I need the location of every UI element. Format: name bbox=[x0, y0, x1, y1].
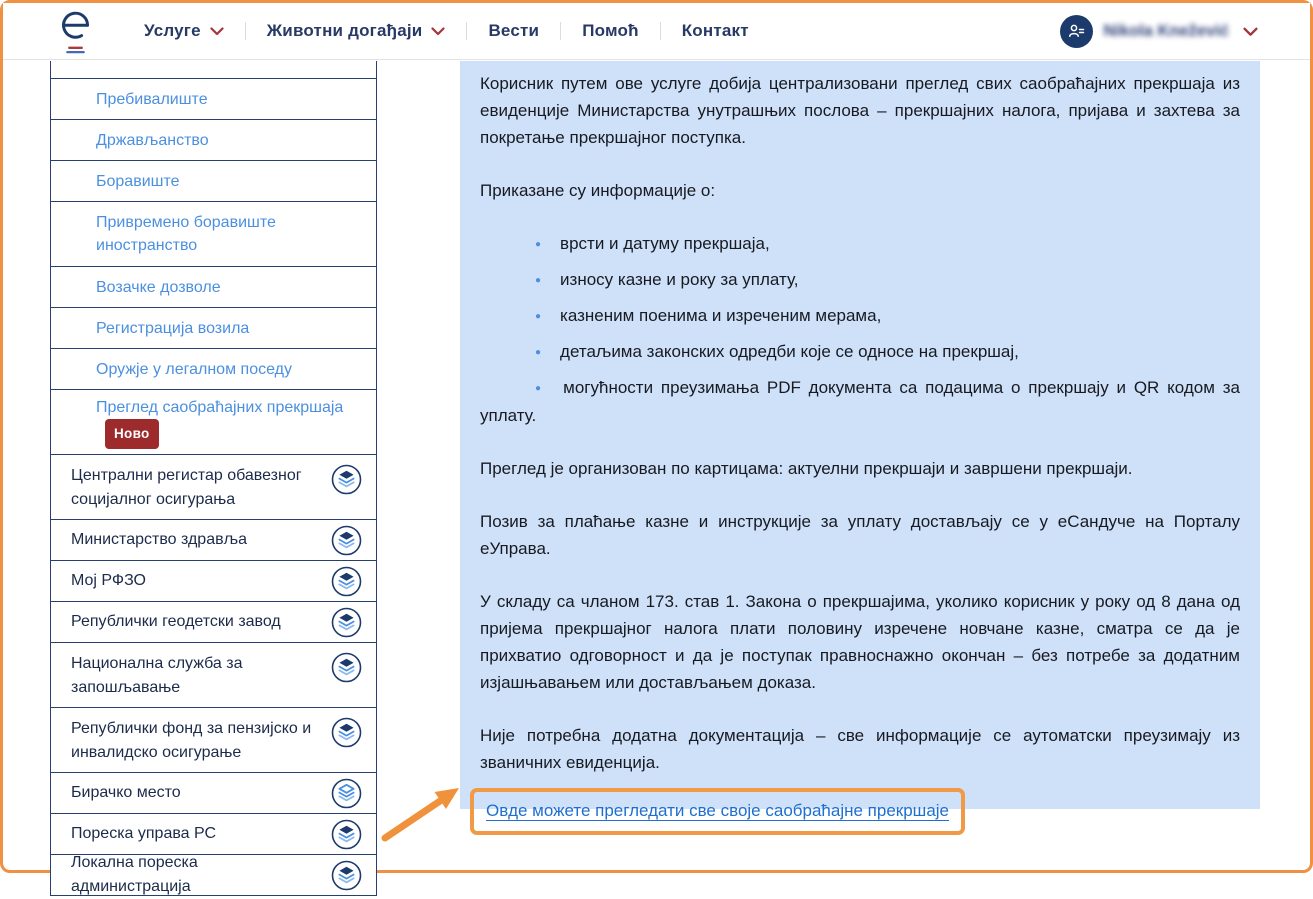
sidebar-item-local-tax-administration[interactable]: Локална пореска администрација bbox=[51, 855, 376, 896]
nav-item-label: Вести bbox=[488, 21, 540, 40]
nav-item-label: Помоћ bbox=[582, 21, 639, 40]
description-paragraph: Корисник путем ове услуге добија централизовани преглед свих саобраћајних прекршаја из евиденције Министарства унутрашњих послова – прекршајних налога, пријава и захтева за покретање прекршајног поступка. bbox=[480, 74, 1240, 147]
service-description-panel bbox=[460, 61, 1260, 820]
layers-icon bbox=[331, 566, 362, 597]
layers-icon bbox=[331, 607, 362, 638]
sidebar-item-my-rfzo[interactable]: Мој РФЗО bbox=[51, 561, 376, 602]
tabs-organization-paragraph: Преглед је организован по картицама: актуелни прекршаји и завршени прекршаји. bbox=[480, 459, 1133, 478]
chevron-down-icon bbox=[210, 27, 224, 36]
nav-item-contact[interactable] bbox=[661, 21, 770, 41]
sidebar-item-employment-service[interactable]: Национална служба за запошљавање bbox=[51, 643, 376, 708]
sidebar-item-temporary-residence-abroad[interactable]: Привремено боравиште иностранство bbox=[51, 202, 376, 267]
main-menu bbox=[123, 3, 770, 59]
info-list-intro: Приказане су информације о: bbox=[480, 181, 716, 200]
sidebar-item-citizenship[interactable]: Држављанство bbox=[51, 120, 376, 161]
layers-icon bbox=[331, 464, 362, 495]
sidebar-item-vehicle-registration[interactable]: Регистрација возила bbox=[51, 308, 376, 349]
nav-item-news[interactable] bbox=[467, 21, 560, 41]
nav-item-help[interactable] bbox=[561, 21, 660, 41]
euprava-logo-icon[interactable] bbox=[55, 6, 97, 56]
sidebar-item-traffic-violations[interactable]: Преглед саобраћајних прекршајаНово bbox=[51, 390, 376, 455]
sidebar-item-central-registry-social-insurance[interactable]: Централни регистар обавезног социјалног осигурања bbox=[51, 455, 376, 520]
no-documentation-paragraph: Није потребна додатна документација – све информације се аутоматски преузимају из званичних евиденција. bbox=[480, 726, 1240, 772]
layers-icon bbox=[331, 860, 362, 891]
view-traffic-violations-link[interactable]: Овде можете прегледати све своје саобраћајне прекршаје bbox=[486, 801, 950, 820]
sidebar-item-temporary-residence[interactable]: Боравиште bbox=[51, 161, 376, 202]
law-article-paragraph: У складу са чланом 173. став 1. Закона о прекршајима, уколико корисник у року од 8 дана од пријема прекршајног налога плати половину изречене новчане казне, сматра се да је прихватио одговорност и да је поступак правноснажно окончан – без потребе за додатним изјашњавањем или достављањем доказа. bbox=[480, 592, 1240, 692]
esanduce-paragraph: Позив за плаћање казне и инструкције за уплату достављају се у еСандуче на Порталу еУправа. bbox=[480, 512, 1240, 558]
layers-icon bbox=[331, 525, 362, 556]
user-name: Nikola Knežević bbox=[1103, 22, 1229, 40]
nav-item-services[interactable] bbox=[123, 21, 245, 41]
nav-item-label: Контакт bbox=[681, 21, 749, 40]
layers-icon bbox=[331, 819, 362, 850]
nav-item-label: Услуге bbox=[144, 21, 201, 40]
sidebar-item-tax-administration[interactable]: Пореска управа РС bbox=[51, 814, 376, 855]
list-item: ● детаљима законских одредби које се односе на прекршај, bbox=[480, 338, 1240, 366]
sidebar-item-legal-weapons[interactable]: Оружје у легалном поседу bbox=[51, 349, 376, 390]
new-badge: Ново bbox=[105, 419, 159, 449]
highlight-annotation-box bbox=[470, 788, 965, 835]
layers-icon bbox=[331, 717, 362, 748]
top-navigation-bar bbox=[3, 3, 1310, 60]
chevron-down-icon bbox=[1243, 27, 1258, 37]
sidebar-item-pension-fund[interactable]: Републички фонд за пензијско и инвалидско осигурање bbox=[51, 708, 376, 773]
sidebar-item-cropped bbox=[51, 61, 376, 79]
list-item: ● врсти и датуму прекршаја, bbox=[480, 230, 1240, 258]
info-bullet-list bbox=[480, 230, 1240, 429]
sidebar-item-residence[interactable]: Пребивалиште bbox=[51, 79, 376, 120]
user-account-menu[interactable] bbox=[1060, 3, 1258, 60]
chevron-down-icon bbox=[431, 27, 445, 36]
person-list-icon bbox=[1067, 22, 1086, 41]
sidebar-item-driving-licenses[interactable]: Возачке дозволе bbox=[51, 267, 376, 308]
sidebar-item-geodetic-authority[interactable]: Републички геодетски завод bbox=[51, 602, 376, 643]
sidebar-item-polling-place[interactable]: Бирачко место bbox=[51, 773, 376, 814]
nav-item-label: Животни догађаји bbox=[266, 21, 423, 40]
layers-icon bbox=[331, 652, 362, 683]
avatar bbox=[1060, 15, 1093, 48]
link-row bbox=[480, 788, 1240, 835]
sidebar-item-ministry-of-health[interactable]: Министарство здравља bbox=[51, 520, 376, 561]
services-sidebar bbox=[50, 61, 377, 896]
list-item: ● могућности преузимања PDF документа са подацима о прекршају и QR кодом за уплату. bbox=[480, 374, 1240, 429]
nav-item-life-events[interactable] bbox=[246, 21, 467, 41]
list-item: ● казненим поенима и изреченим мерама, bbox=[480, 302, 1240, 330]
layers-outline-icon bbox=[331, 778, 362, 809]
list-item: ● износу казне и року за уплату, bbox=[480, 266, 1240, 294]
annotation-arrow-icon bbox=[375, 779, 471, 847]
